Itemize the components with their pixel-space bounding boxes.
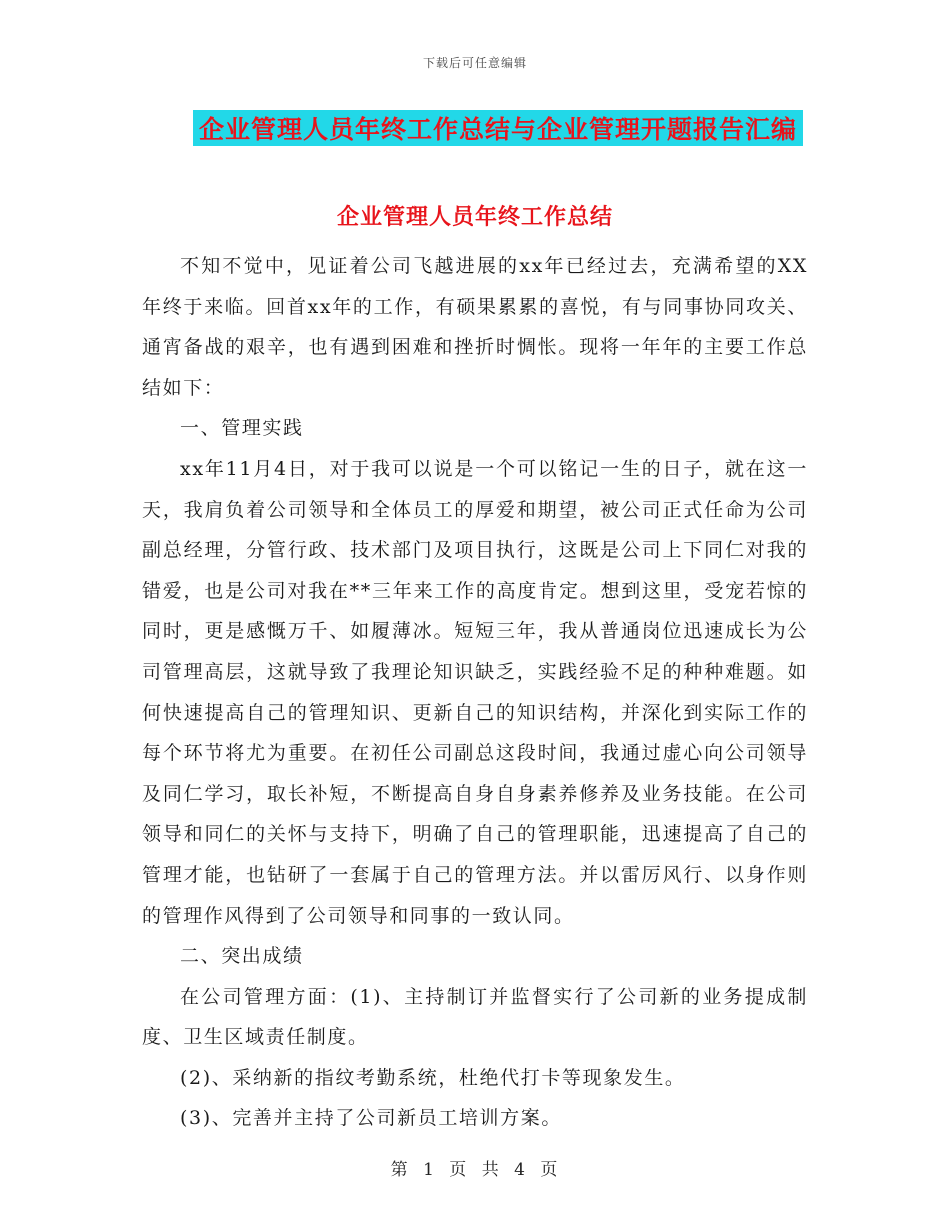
header-note: 下载后可任意编辑: [422, 56, 527, 70]
paragraph-intro: 不知不觉中，见证着公司飞越进展的xx年已经过去，充满希望的XX年终于来临。回首xx年的工作，有硕果累累的喜悦，有与同事协同攻关、通宵备战的艰辛，也有遇到困难和挫折时惆怅。现将一年年的主要工作总结如下：: [142, 255, 808, 399]
main-title: 企业管理人员年终工作总结与企业管理开题报告汇编: [199, 115, 798, 144]
body-text: [142, 246, 808, 1139]
section-title: 企业管理人员年终工作总结: [336, 204, 613, 230]
paragraph-achievement-3: (3)、完善并主持了公司新员工培训方案。: [180, 1107, 562, 1130]
paragraph-achievement-1: 在公司管理方面：(1)、主持制订并监督实行了公司新的业务提成制度、卫生区域责任制度。: [142, 985, 808, 1049]
heading-management-practice: 一、管理实践: [180, 417, 304, 440]
main-title-highlight: [193, 110, 803, 146]
page-footer: 第 1 页 共 4 页: [390, 1160, 560, 1180]
heading-achievements: 二、突出成绩: [180, 945, 304, 968]
paragraph-management-practice: xx年11月4日，对于我可以说是一个可以铭记一生的日子，就在这一天，我肩负着公司领导和全体员工的厚爱和期望，被公司正式任命为公司副总经理，分管行政、技术部门及项目执行，这既是公司上下同仁对我的错爱，也是公司对我在**三年来工作的高度肯定。想到这里，受宠若惊的同时，更是感慨万千、如履薄冰。短短三年，我从普通岗位迅速成长为公司管理高层，这就导致了我理论知识缺乏，实践经验不足的种种难题。如何快速提高自己的管理知识、更新自己的知识结构，并深化到实际工作的每个环节将尤为重要。在初任公司副总这段时间，我通过虚心向公司领导及同仁学习，取长补短，不断提高自身自身素养修养及业务技能。在公司领导和同仁的关怀与支持下，明确了自己的管理职能，迅速提高了自己的管理才能，也钻研了一套属于自己的管理方法。并以雷厉风行、以身作则的管理作风得到了公司领导和同事的一致认同。: [142, 457, 808, 927]
paragraph-achievement-2: (2)、采纳新的指纹考勤系统，杜绝代打卡等现象发生。: [180, 1066, 686, 1089]
